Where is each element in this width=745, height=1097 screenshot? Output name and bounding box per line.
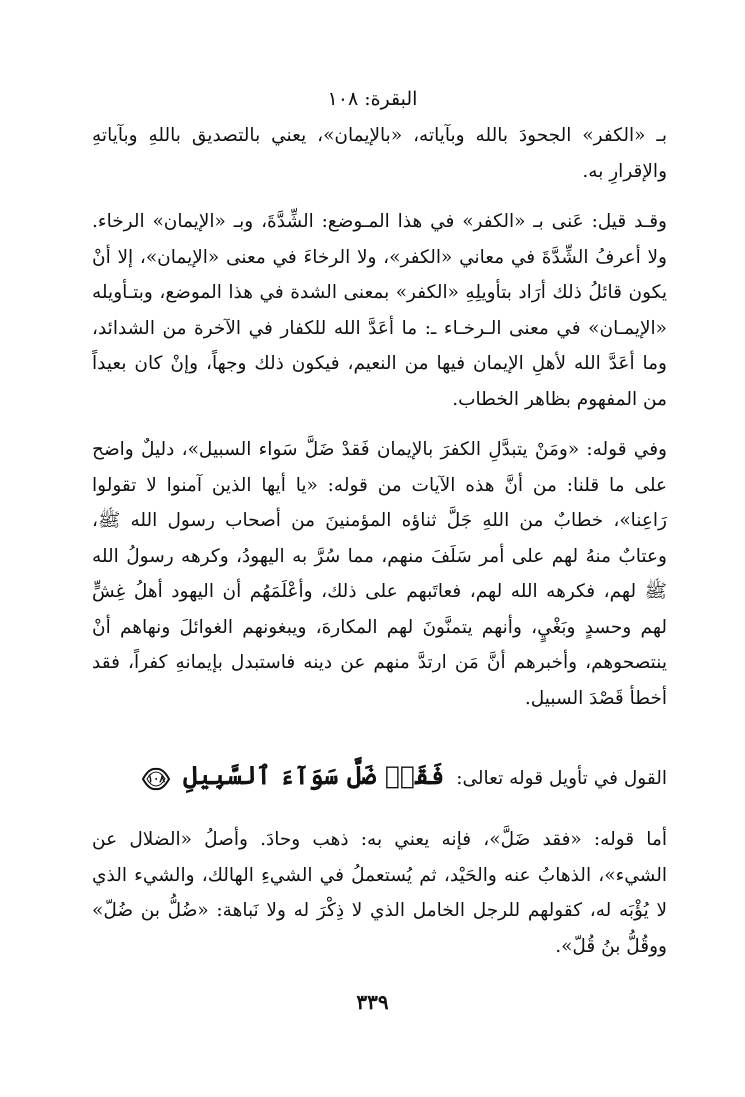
paragraph-3: وفي قوله: «ومَنْ يتبدَّلِ الكفرَ بالإيمان فَقدْ ضَلَّ سَواء السبيل»، دليلٌ واضح على ما قلنا: من أنَّ هذه الآيات من قوله: «يا أيها الذين آمنوا لا تقولوا رَاعِنا»، خطابٌ من اللهِ جَلَّ ثناؤه المؤمنينَ من أصحاب رسول الله ﷺ، وعتابٌ منهُ لهم على أمر سَلَفَ منهم، مما سُرَّ به اليهودُ، وكرهه رسولُ الله ﷺ لهم، فكرهه الله لهم، فعاتَبهم على ذلك، وأعْلَمَهُم أن اليهود أهلُ غِشٍّ لهم وحسدٍ وبَغْيٍ، وأنهم يتمنَّونَ لهم المكارهَ، ويبغونهم الغوائلَ ونهاهم أنْ ينتصحوهم، وأخبرهم أنَّ مَن ارتدَّ منهم عن دينه فاستبدل بإيمانهِ كفراً، فقد أخطأ قَصْدَ السبيل. — [92, 439, 667, 709]
paragraph-2: وقـد قيل: عَنى بـ «الكفر» في هذا المـوضع: الشِّدَّةَ، وبـ «الإيمان» الرخاء. ولا أعرفُ الشِّدَّةَ في معاني «الكفر»، ولا الرخاءَ في معنى «الإيمان»، إلا أنْ يكون قائلُ ذلك أرَاد بتأويلِهِ «الكفر» بمعنى الشدة في هذا الموضع، وبتـأويله «الإيمـان» في معنى الـرخـاء ـ: ما أعَدَّ الله للكفار في الآخرة من الشدائد، وما أعَدَّ الله لأهلِ الإيمان فيها من النعيم، فيكون ذلك وجهاً، وإنْ كان بعيداً من المفهوم بظاهر الخطاب. — [92, 211, 667, 410]
verse-number-marker — [139, 766, 173, 792]
main-text-block — [92, 118, 667, 716]
page-number: ٣٣٩ — [356, 990, 389, 1014]
verse-number: ١٠٨ — [147, 772, 166, 785]
quran-verse-text: فَقَدۡ ضَلَّ سَوَآءَ ٱلسَّبِيلِ — [183, 761, 445, 790]
section-heading — [92, 756, 667, 799]
paragraph-1: بـ «الكفر» الجحودَ بالله وبآياته، «بالإيمان»، يعني بالتصديق باللهِ وبآياتهِ والإقرارِ به. — [92, 125, 667, 182]
section-heading-intro: القول في تأويل قوله تعالى: — [456, 768, 667, 789]
commentary-text-block — [92, 822, 667, 964]
paragraph-4: أما قوله: «فقد ضَلَّ»، فإنه يعني به: ذهب وحادَ. وأصلُ «الضلال عن الشيء»، الذهابُ عنه والحَيْد، ثم يُستعملُ في الشيءِ الهالك، والشيء الذي لا يُؤْبَه له، كقولهم للرجل الخامل الذي لا ذِكْرَ له ولا نَباهة: «ضُلُّ بن ضُلّ» ووقُلُّ بنُ قُلّ». — [92, 829, 667, 957]
running-header: البقرة: ١٠٨ — [327, 88, 418, 110]
